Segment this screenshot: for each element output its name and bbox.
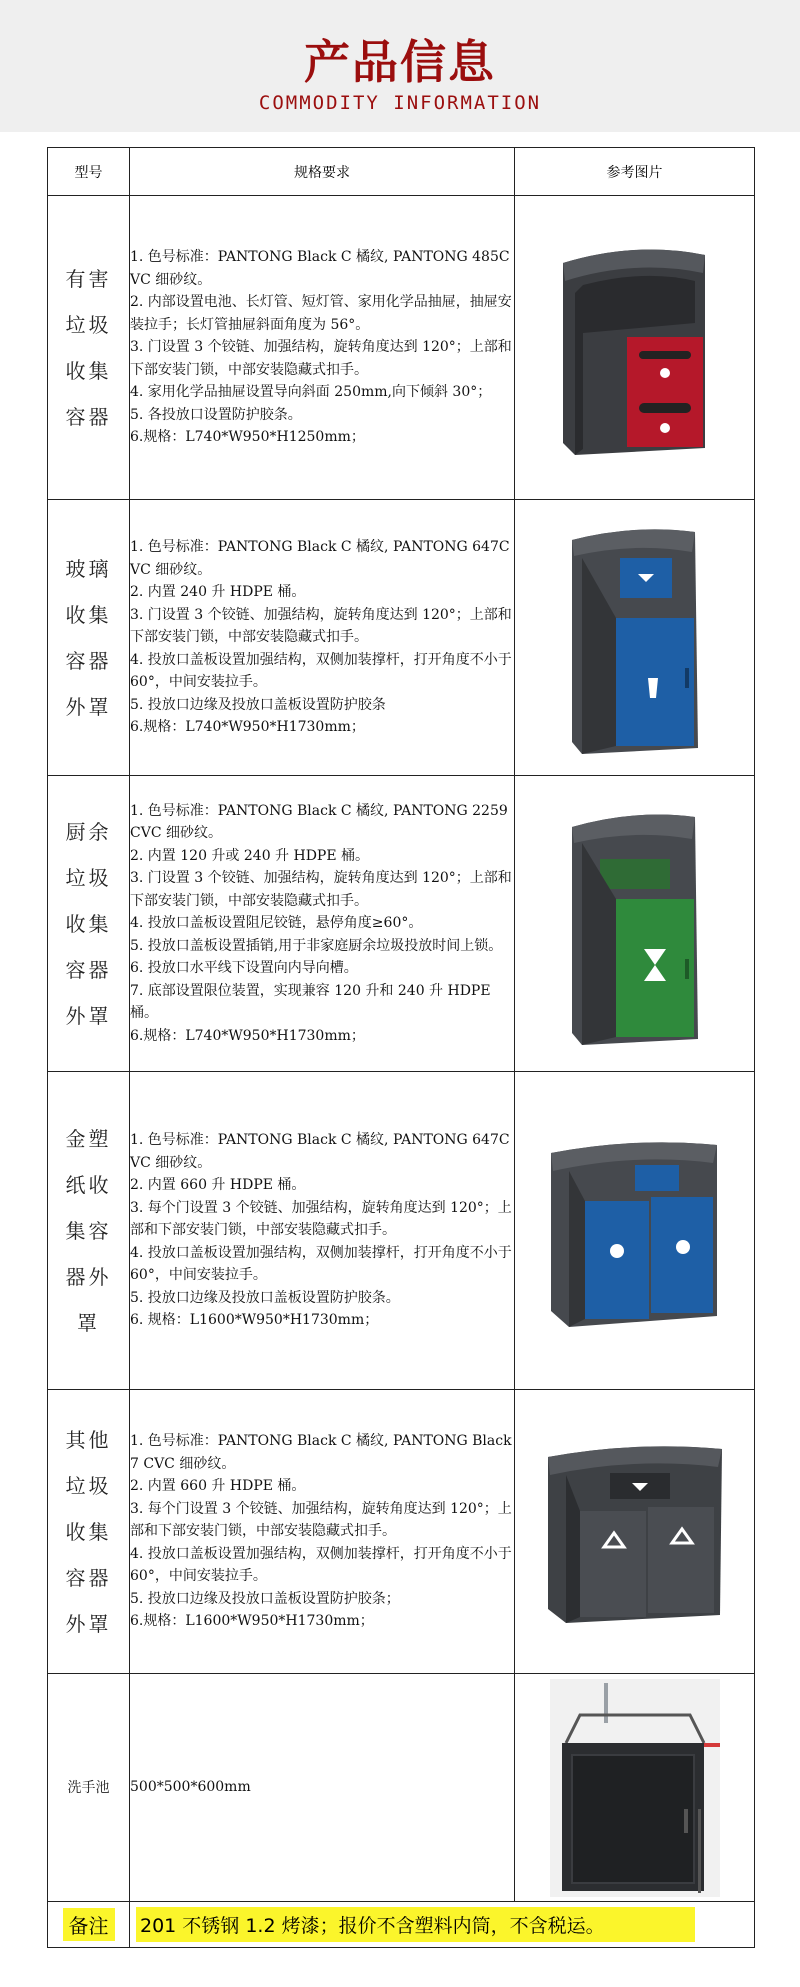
- reference-image: [515, 1072, 755, 1390]
- spec-text: 1. 色号标准：PANTONG Black C 橘纹, PANTONG 2259 CVC 细砂纹。 2. 内置 120 升或 240 升 HDPE 桶。 3. 门设置 3 个铰链、加强结构，旋转角度达到 120°；上部和下部安装门锁，中部安装隐藏式扣手。 4. 投放口盖板设置阻尼铰链，悬停角度≥60°。 5. 投放口盖板设置插销,用于非家庭厨余垃圾投放时间上锁。 6. 投放口水平线下设置向内导向槽。 7. 底部设置限位装置，实现兼容 120 升和 240 升 HDPE 桶。 6.规格：L740*W950*H1730mm；: [130, 776, 515, 1072]
- column-header-spec: 规格要求: [130, 148, 515, 196]
- table-row: [48, 1390, 755, 1674]
- reference-image: [515, 500, 755, 776]
- column-header-image: 参考图片: [515, 148, 755, 196]
- reference-image: [515, 1390, 755, 1674]
- hazardous-waste-bin-icon: [555, 233, 715, 463]
- model-name: 厨余 垃圾 收集 容器 外罩: [48, 776, 130, 1072]
- reference-image: [515, 776, 755, 1072]
- page-subtitle: COMMODITY INFORMATION: [258, 92, 542, 114]
- model-name: 金塑 纸收 集容 器外 罩: [48, 1072, 130, 1390]
- table-header-row: [48, 148, 755, 196]
- page-title: 产品信息: [304, 35, 496, 89]
- model-name: 玻璃 收集 容器 外罩: [48, 500, 130, 776]
- spec-text: 1. 色号标准：PANTONG Black C 橘纹, PANTONG 647CVC 细砂纹。 2. 内置 240 升 HDPE 桶。 3. 门设置 3 个铰链、加强结构，旋转角度达到 120°；上部和下部安装门锁，中部安装隐藏式扣手。 4. 投放口盖板设置加强结构，双侧加装撑杆，打开角度不小于 60°，中间安装拉手。 5. 投放口边缘及投放口盖板设置防护胶条 6.规格：L740*W950*H1730mm；: [130, 500, 515, 776]
- note-label: 备注: [63, 1908, 115, 1941]
- table-row: [48, 196, 755, 500]
- model-name: 洗手池: [48, 1674, 130, 1902]
- page-header: [0, 0, 800, 132]
- note-row: [48, 1902, 755, 1948]
- hand-wash-sink-icon: [550, 1679, 720, 1897]
- note-label-cell: [48, 1902, 130, 1948]
- reference-image: [515, 1674, 755, 1902]
- table-row: [48, 1674, 755, 1902]
- glass-bin-icon: [560, 518, 710, 758]
- table-row: [48, 776, 755, 1072]
- spec-text: 1. 色号标准：PANTONG Black C 橘纹, PANTONG 485CVC 细砂纹。 2. 内部设置电池、长灯管、短灯管、家用化学品抽屉，抽屉安 装拉手；长灯管抽屉斜面角度为 56°。 3. 门设置 3 个铰链、加强结构，旋转角度达到 120°；上部和下部安装门锁，中部安装隐藏式扣手。 4. 家用化学品抽屉设置导向斜面 250mm,向下倾斜 30°； 5. 各投放口设置防护胶条。 6.规格：L740*W950*H1250mm；: [130, 196, 515, 500]
- note-text-cell: [130, 1902, 755, 1948]
- reference-image: [515, 196, 755, 500]
- recyclables-double-bin-icon: [545, 1131, 725, 1331]
- note-text: 201 不锈钢 1.2 烤漆；报价不含塑料内筒，不含税运。: [136, 1907, 695, 1942]
- product-spec-table: [47, 147, 755, 1948]
- table-row: [48, 1072, 755, 1390]
- model-name: 有害 垃圾 收集 容器: [48, 196, 130, 500]
- table-row: [48, 500, 755, 776]
- column-header-model: 型号: [48, 148, 130, 196]
- spec-text: 500*500*600mm: [130, 1674, 515, 1902]
- kitchen-waste-bin-icon: [560, 799, 710, 1049]
- spec-text: 1. 色号标准：PANTONG Black C 橘纹, PANTONG Black 7 CVC 细砂纹。 2. 内置 660 升 HDPE 桶。 3. 每个门设置 3 个铰链、加强结构，旋转角度达到 120°；上部和下部安装门锁，中部安装隐藏式扣手。 4. 投放口盖板设置加强结构，双侧加装撑杆，打开角度不小于 60°，中间安装拉手。 5. 投放口边缘及投放口盖板设置防护胶条； 6.规格：L1600*W950*H1730mm；: [130, 1390, 515, 1674]
- model-name: 其他 垃圾 收集 容器 外罩: [48, 1390, 130, 1674]
- other-waste-double-bin-icon: [540, 1437, 730, 1627]
- spec-text: 1. 色号标准：PANTONG Black C 橘纹, PANTONG 647CVC 细砂纹。 2. 内置 660 升 HDPE 桶。 3. 每个门设置 3 个铰链、加强结构，旋转角度达到 120°；上部和下部安装门锁，中部安装隐藏式扣手。 4. 投放口盖板设置加强结构，双侧加装撑杆，打开角度不小于 60°，中间安装拉手。 5. 投放口边缘及投放口盖板设置防护胶条。 6. 规格：L1600*W950*H1730mm；: [130, 1072, 515, 1390]
